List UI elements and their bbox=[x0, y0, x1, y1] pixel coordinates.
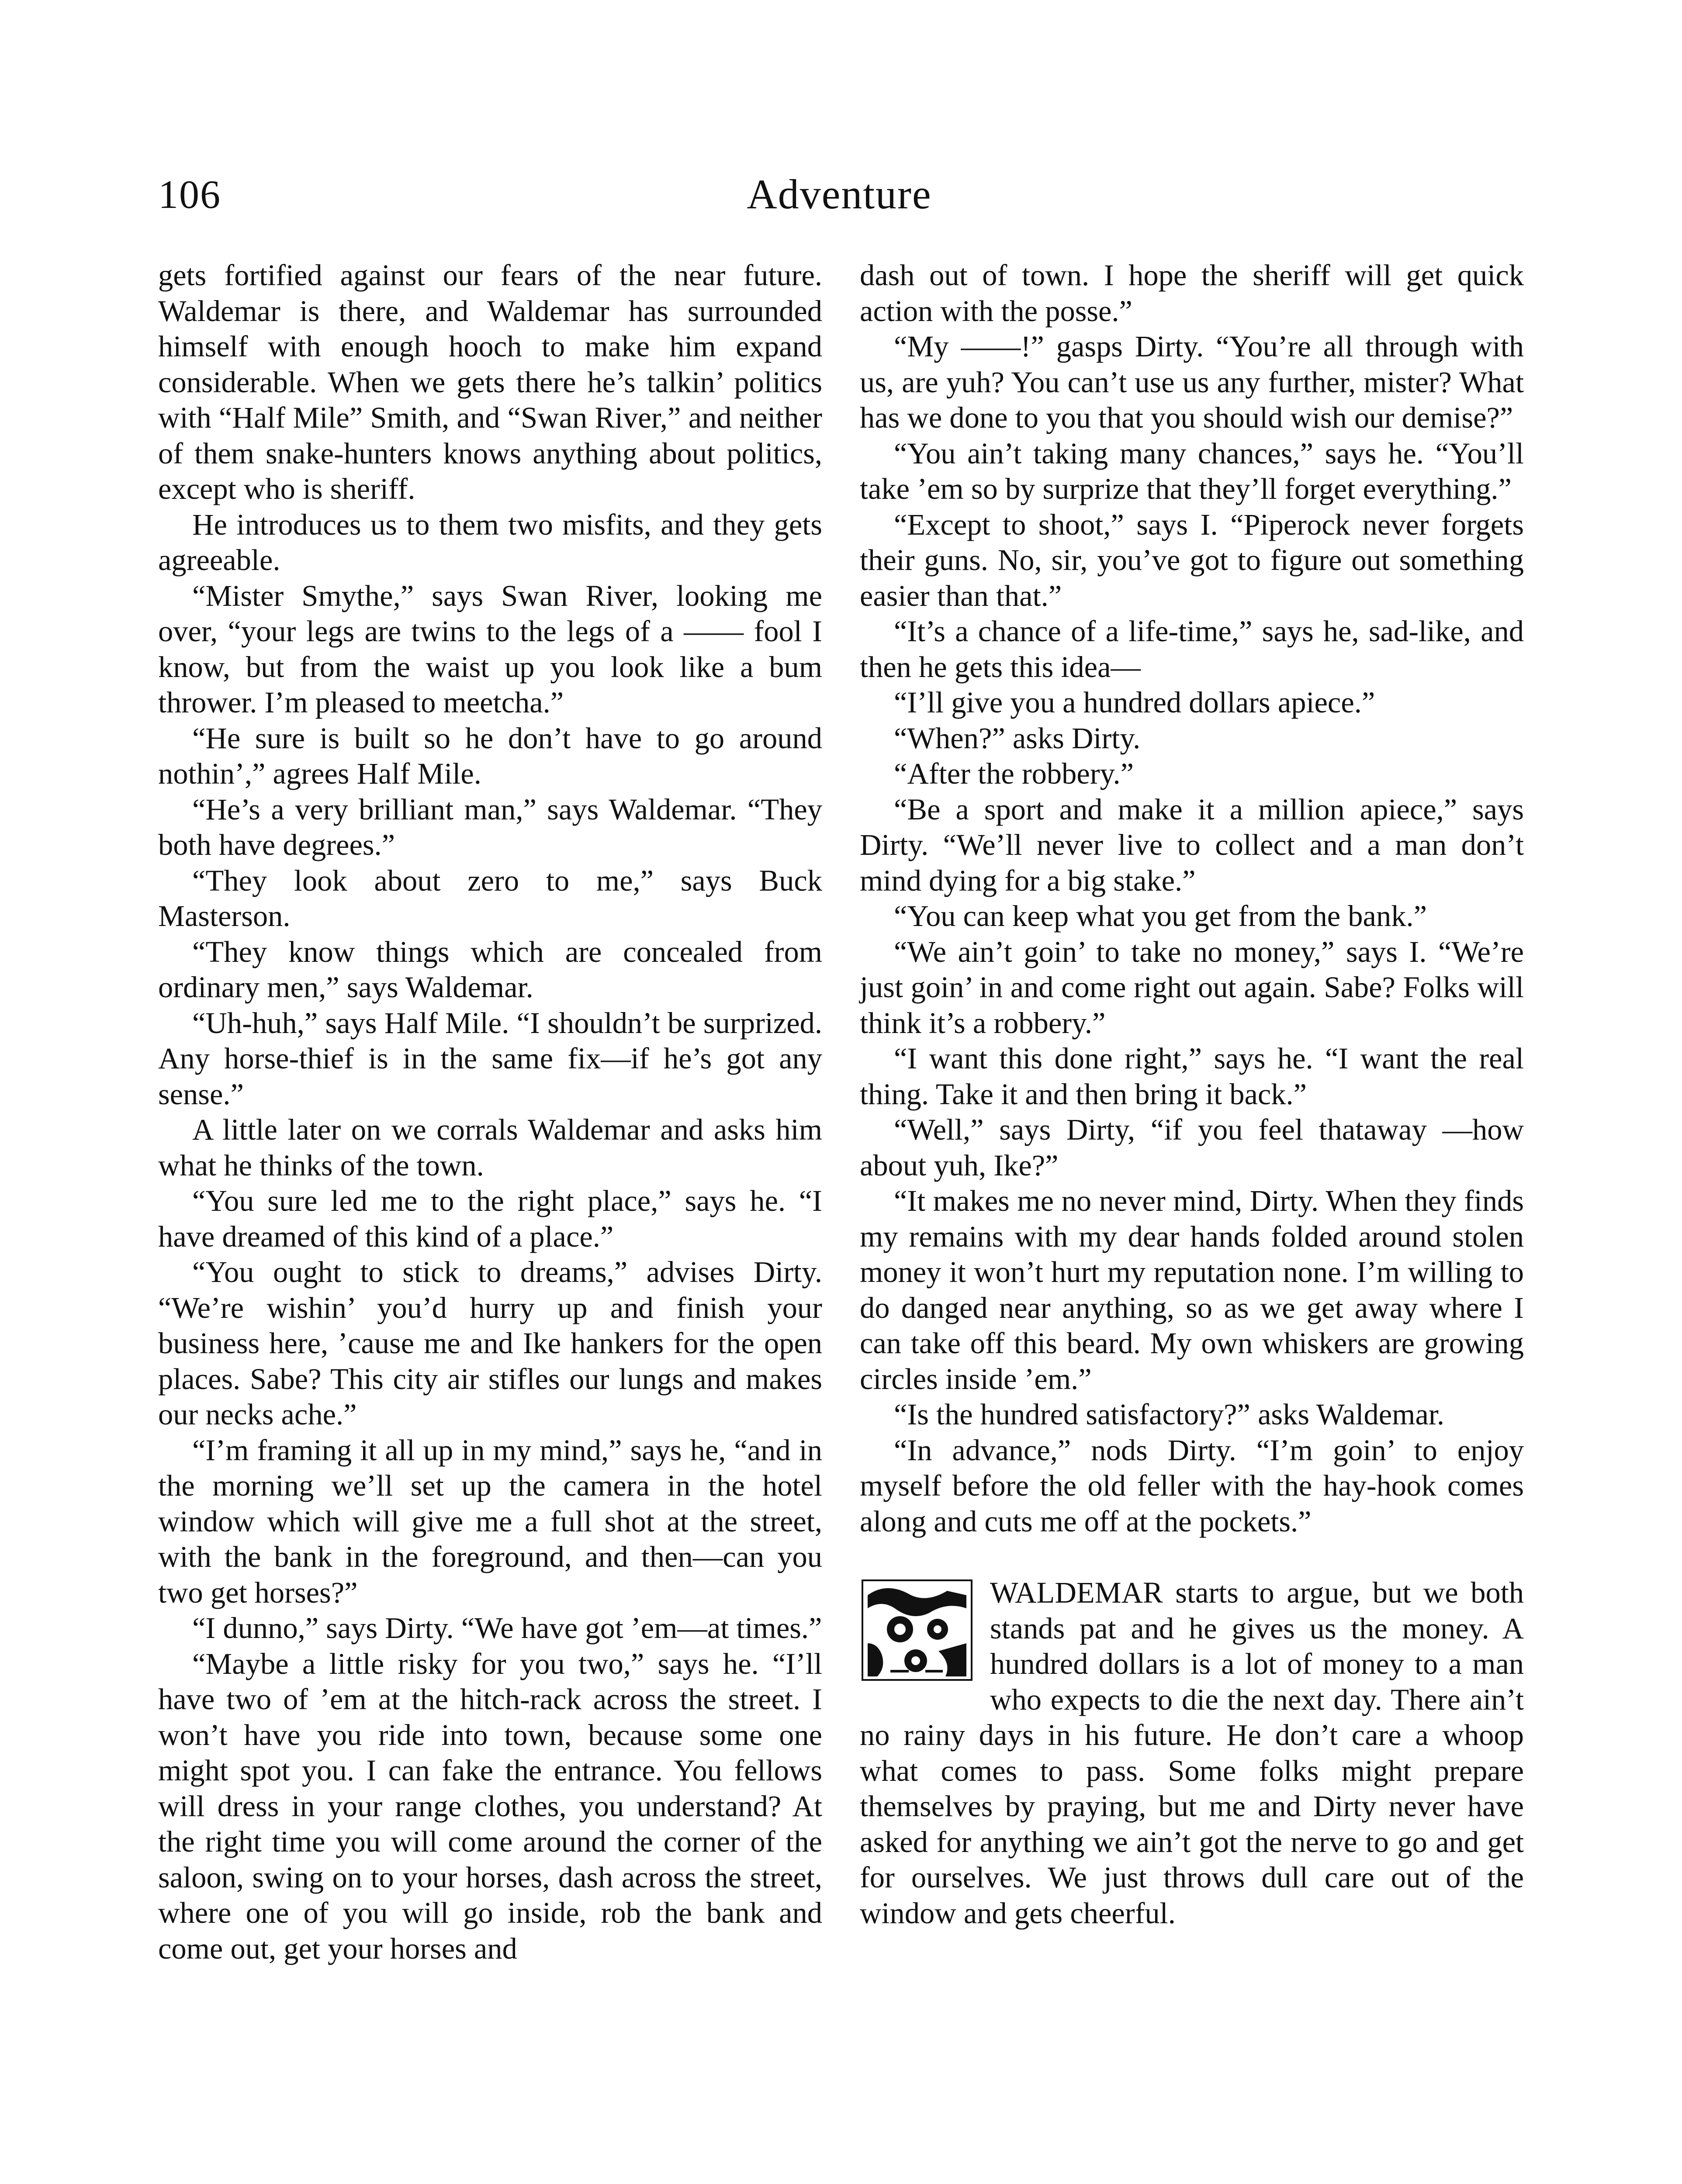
paragraph: “My ——!” gasps Dirty. “You’re all through with us, are yuh? You can’t use us any further, mister? What has we done to you that you should wish our demise?” bbox=[860, 330, 1524, 434]
paragraph: “Be a sport and make it a million apiece,” says Dirty. “We’ll never live to collect and a man don’t mind dying for a big stake.” bbox=[860, 792, 1524, 897]
paragraph: “When?” asks Dirty. bbox=[894, 721, 1141, 755]
paragraph: “Is the hundred satisfactory?” asks Waldemar. bbox=[894, 1398, 1445, 1431]
paragraph: “They look about zero to me,” says Buck Masterson. bbox=[158, 864, 822, 933]
paragraph: “I’m framing it all up in my mind,” says he, “and in the morning we’ll set up the camera in the hotel window which will give me a full shot at the street, with the bank in the foreground, and then—can you two get horses?” bbox=[158, 1433, 822, 1609]
paragraph: “Maybe a little risky for you two,” says he. “I’ll have two of ’em at the hitch-rack across the street. I won’t have you ride into town, because some one might spot you. I can fake the entrance. You fellows will dress in your range clothes, you understand? At the right time you will come around the corner of the saloon, swing on to your horses, dash across the street, where one of you will go inside, rob the bank and come out, get your horses and bbox=[158, 1647, 822, 1965]
page-header bbox=[158, 166, 1520, 223]
paragraph: “They know things which are concealed from ordinary men,” says Waldemar. bbox=[158, 935, 822, 1004]
ornamental-initial-w-icon bbox=[860, 1578, 974, 1683]
paragraph: “We ain’t goin’ to take no money,” says I. “We’re just goin’ in and come right out again. Sabe? Folks will think it’s a robbery.” bbox=[860, 935, 1524, 1040]
paragraph: “You ought to stick to dreams,” advises Dirty. “We’re wishin’ you’d hurry up and finish your business here, ’cause me and Ike hankers for the open places. Sabe? This city air stifles our lungs and makes our necks ache.” bbox=[158, 1255, 822, 1431]
left-column bbox=[158, 258, 822, 1966]
paragraph: He introduces us to them two misfits, and they gets agreeable. bbox=[158, 508, 822, 577]
paragraph: “He’s a very brilliant man,” says Waldemar. “They both have degrees.” bbox=[158, 792, 822, 861]
right-column-paragraphs bbox=[860, 258, 1524, 1539]
paragraph: “Mister Smythe,” says Swan River, looking me over, “your legs are twins to the legs of a —— fool I know, but from the waist up you look like a bum thrower. I’m pleased to meetcha.” bbox=[158, 579, 822, 719]
section-paragraph: WALDEMAR starts to argue, but we both stands pat and he gives us the money. A hundred dollars is a lot of money to a man who expects to die the next day. There ain’t no rainy days in his future. He don’t care a whoop what comes to pass. Some folks might prepare themselves by praying, but me and Dirty never have asked for anything we ain’t got the nerve to go and get for ourselves. We just throws dull care out of the window and gets cheerful. bbox=[860, 1576, 1524, 1930]
paragraph: “You can keep what you get from the bank.” bbox=[894, 899, 1427, 933]
paragraph: “After the robbery.” bbox=[894, 757, 1134, 790]
paragraph: dash out of town. I hope the sheriff will get quick action with the posse.” bbox=[860, 259, 1524, 328]
section-break bbox=[860, 1575, 1524, 1931]
paragraph: “You sure led me to the right place,” says he. “I have dreamed of this kind of a place.” bbox=[158, 1184, 822, 1253]
paragraph: “Uh-huh,” says Half Mile. “I shouldn’t be surprized. Any horse-thief is in the same fix—if he’s got any sense.” bbox=[158, 1006, 822, 1111]
page-number: 106 bbox=[158, 172, 221, 217]
paragraph: “I dunno,” says Dirty. “We have got ’em—at times.” bbox=[192, 1611, 822, 1645]
paragraph: “Well,” says Dirty, “if you feel thataway —how about yuh, Ike?” bbox=[860, 1113, 1524, 1182]
paragraph: A little later on we corrals Waldemar and asks him what he thinks of the town. bbox=[158, 1113, 822, 1182]
right-column bbox=[860, 258, 1524, 1931]
paragraph: “In advance,” nods Dirty. “I’m goin’ to enjoy myself before the old feller with the hay-hook comes along and cuts me off at the pockets.” bbox=[860, 1433, 1524, 1538]
paragraph: “I want this done right,” says he. “I want the real thing. Take it and then bring it back.” bbox=[860, 1042, 1524, 1111]
paragraph: “Except to shoot,” says I. “Piperock never forgets their guns. No, sir, you’ve got to figure out something easier than that.” bbox=[860, 508, 1524, 612]
paragraph: “You ain’t taking many chances,” says he. “You’ll take ’em so by surprize that they’ll forget everything.” bbox=[860, 436, 1524, 505]
paragraph: “It’s a chance of a life-time,” says he, sad-like, and then he gets this idea— bbox=[860, 615, 1524, 684]
running-title: Adventure bbox=[747, 171, 932, 218]
paragraph: “He sure is built so he don’t have to go around nothin’,” agrees Half Mile. bbox=[158, 721, 822, 790]
paragraph: gets fortified against our fears of the near future. Waldemar is there, and Waldemar has surrounded himself with enough hooch to make him expand considerable. When we gets there he’s talkin’ politics with “Half Mile” Smith, and “Swan River,” and neither of them snake-hunters knows anything about politics, except who is sheriff. bbox=[158, 259, 822, 505]
paragraph: “I’ll give you a hundred dollars apiece.” bbox=[894, 686, 1375, 719]
paragraph: “It makes me no never mind, Dirty. When they finds my remains with my dear hands folded around stolen money it won’t hurt my reputation none. I’m willing to do danged near anything, so as we get away where I can take off this beard. My own whiskers are growing circles inside ’em.” bbox=[860, 1184, 1524, 1396]
